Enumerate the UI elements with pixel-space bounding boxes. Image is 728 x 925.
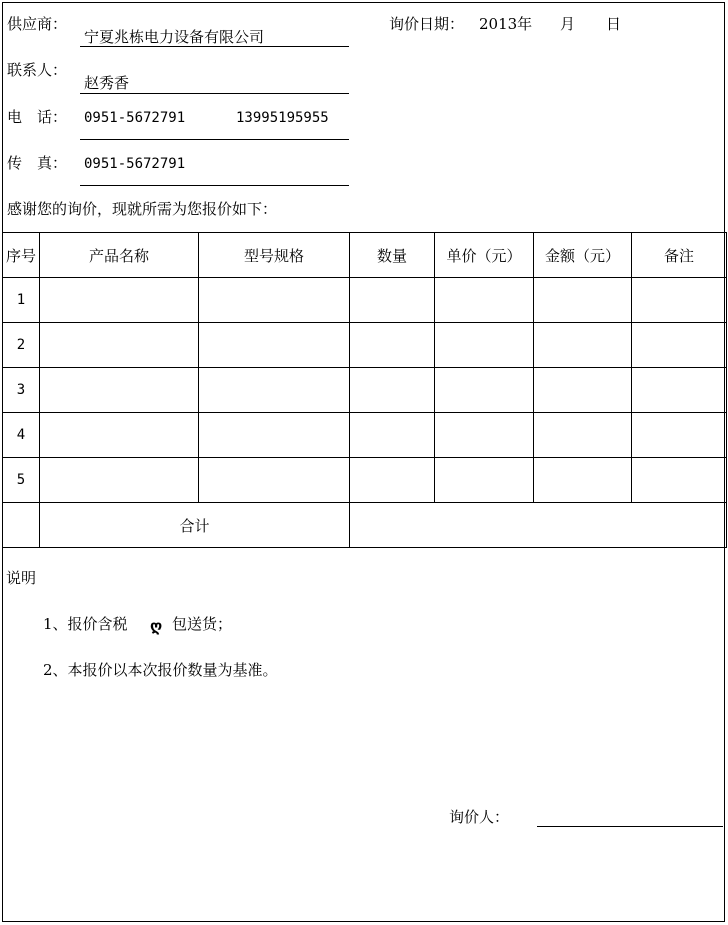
quantity-cell[interactable] <box>350 278 435 323</box>
supplier-label: 供应商： <box>7 15 68 33</box>
total-amount-cell[interactable] <box>350 503 727 548</box>
remark-cell[interactable] <box>632 413 727 458</box>
row-index: 4 <box>3 413 40 458</box>
col-header: 型号规格 <box>199 233 350 278</box>
fax-underline <box>80 185 349 186</box>
col-header: 单价（元） <box>435 233 534 278</box>
table-row <box>3 323 727 368</box>
model-spec-cell[interactable] <box>199 413 350 458</box>
col-header: 数量 <box>350 233 435 278</box>
quantity-cell[interactable] <box>350 458 435 503</box>
product-name-cell[interactable] <box>40 323 199 368</box>
date-label: 询价日期： <box>389 15 465 33</box>
model-spec-cell[interactable] <box>199 458 350 503</box>
product-name-cell[interactable] <box>40 278 199 323</box>
supplier-underline <box>80 46 349 47</box>
row-index: 5 <box>3 458 40 503</box>
remark-cell[interactable] <box>632 368 727 413</box>
quantity-cell[interactable] <box>350 413 435 458</box>
table-row <box>3 278 727 323</box>
product-name-cell[interactable] <box>40 368 199 413</box>
note-item-1-mark: ღ <box>150 617 163 635</box>
date-day: 日 <box>606 15 622 33</box>
unit-price-cell[interactable] <box>435 413 534 458</box>
unit-price-cell[interactable] <box>435 278 534 323</box>
unit-price-cell[interactable] <box>435 458 534 503</box>
model-spec-cell[interactable] <box>199 368 350 413</box>
remark-cell[interactable] <box>632 458 727 503</box>
table-header-row <box>3 233 727 278</box>
quantity-cell[interactable] <box>350 323 435 368</box>
row-index: 1 <box>3 278 40 323</box>
contact-underline <box>80 93 349 94</box>
remark-cell[interactable] <box>632 323 727 368</box>
col-header: 备注 <box>632 233 727 278</box>
remark-cell[interactable] <box>632 278 727 323</box>
row-index: 2 <box>3 323 40 368</box>
fax-value: 0951-5672791 <box>84 156 186 172</box>
col-header: 金额（元） <box>534 233 632 278</box>
phone-value-1: 0951-5672791 <box>84 110 186 126</box>
unit-price-cell[interactable] <box>435 323 534 368</box>
quantity-cell[interactable] <box>350 368 435 413</box>
supplier-value: 宁夏兆栋电力设备有限公司 <box>84 28 265 46</box>
note-item-2: 2、本报价以本次报价数量为基准。 <box>43 661 278 679</box>
table-row <box>3 458 727 503</box>
col-header: 序号 <box>3 233 40 278</box>
phone-label: 电 话： <box>7 108 68 126</box>
inquirer-signature-line[interactable] <box>537 826 723 827</box>
contact-label: 联系人： <box>7 61 68 79</box>
quote-table <box>2 232 727 548</box>
amount-cell[interactable] <box>534 413 632 458</box>
date-month: 月 <box>560 15 576 33</box>
note-item-1-prefix: 1、报价含税 <box>43 615 128 633</box>
table-row <box>3 368 727 413</box>
total-row <box>3 503 727 548</box>
product-name-cell[interactable] <box>40 458 199 503</box>
intro-text: 感谢您的询价，现就所需为您报价如下： <box>7 200 278 218</box>
fax-label: 传 真： <box>7 154 68 172</box>
amount-cell[interactable] <box>534 323 632 368</box>
table-row <box>3 413 727 458</box>
amount-cell[interactable] <box>534 368 632 413</box>
col-header: 产品名称 <box>40 233 199 278</box>
product-name-cell[interactable] <box>40 413 199 458</box>
notes-title: 说明 <box>6 569 37 587</box>
unit-price-cell[interactable] <box>435 368 534 413</box>
row-index: 3 <box>3 368 40 413</box>
phone-value-2: 13995195955 <box>236 110 329 126</box>
total-label: 合计 <box>40 503 350 548</box>
model-spec-cell[interactable] <box>199 323 350 368</box>
date-year: 2013年 <box>479 15 533 33</box>
amount-cell[interactable] <box>534 278 632 323</box>
total-index-cell <box>3 503 40 548</box>
amount-cell[interactable] <box>534 458 632 503</box>
inquirer-label: 询价人： <box>449 808 510 826</box>
contact-value: 赵秀香 <box>84 74 130 92</box>
note-item-1-suffix: 包送货； <box>172 615 233 633</box>
phone-underline <box>80 139 349 140</box>
model-spec-cell[interactable] <box>199 278 350 323</box>
